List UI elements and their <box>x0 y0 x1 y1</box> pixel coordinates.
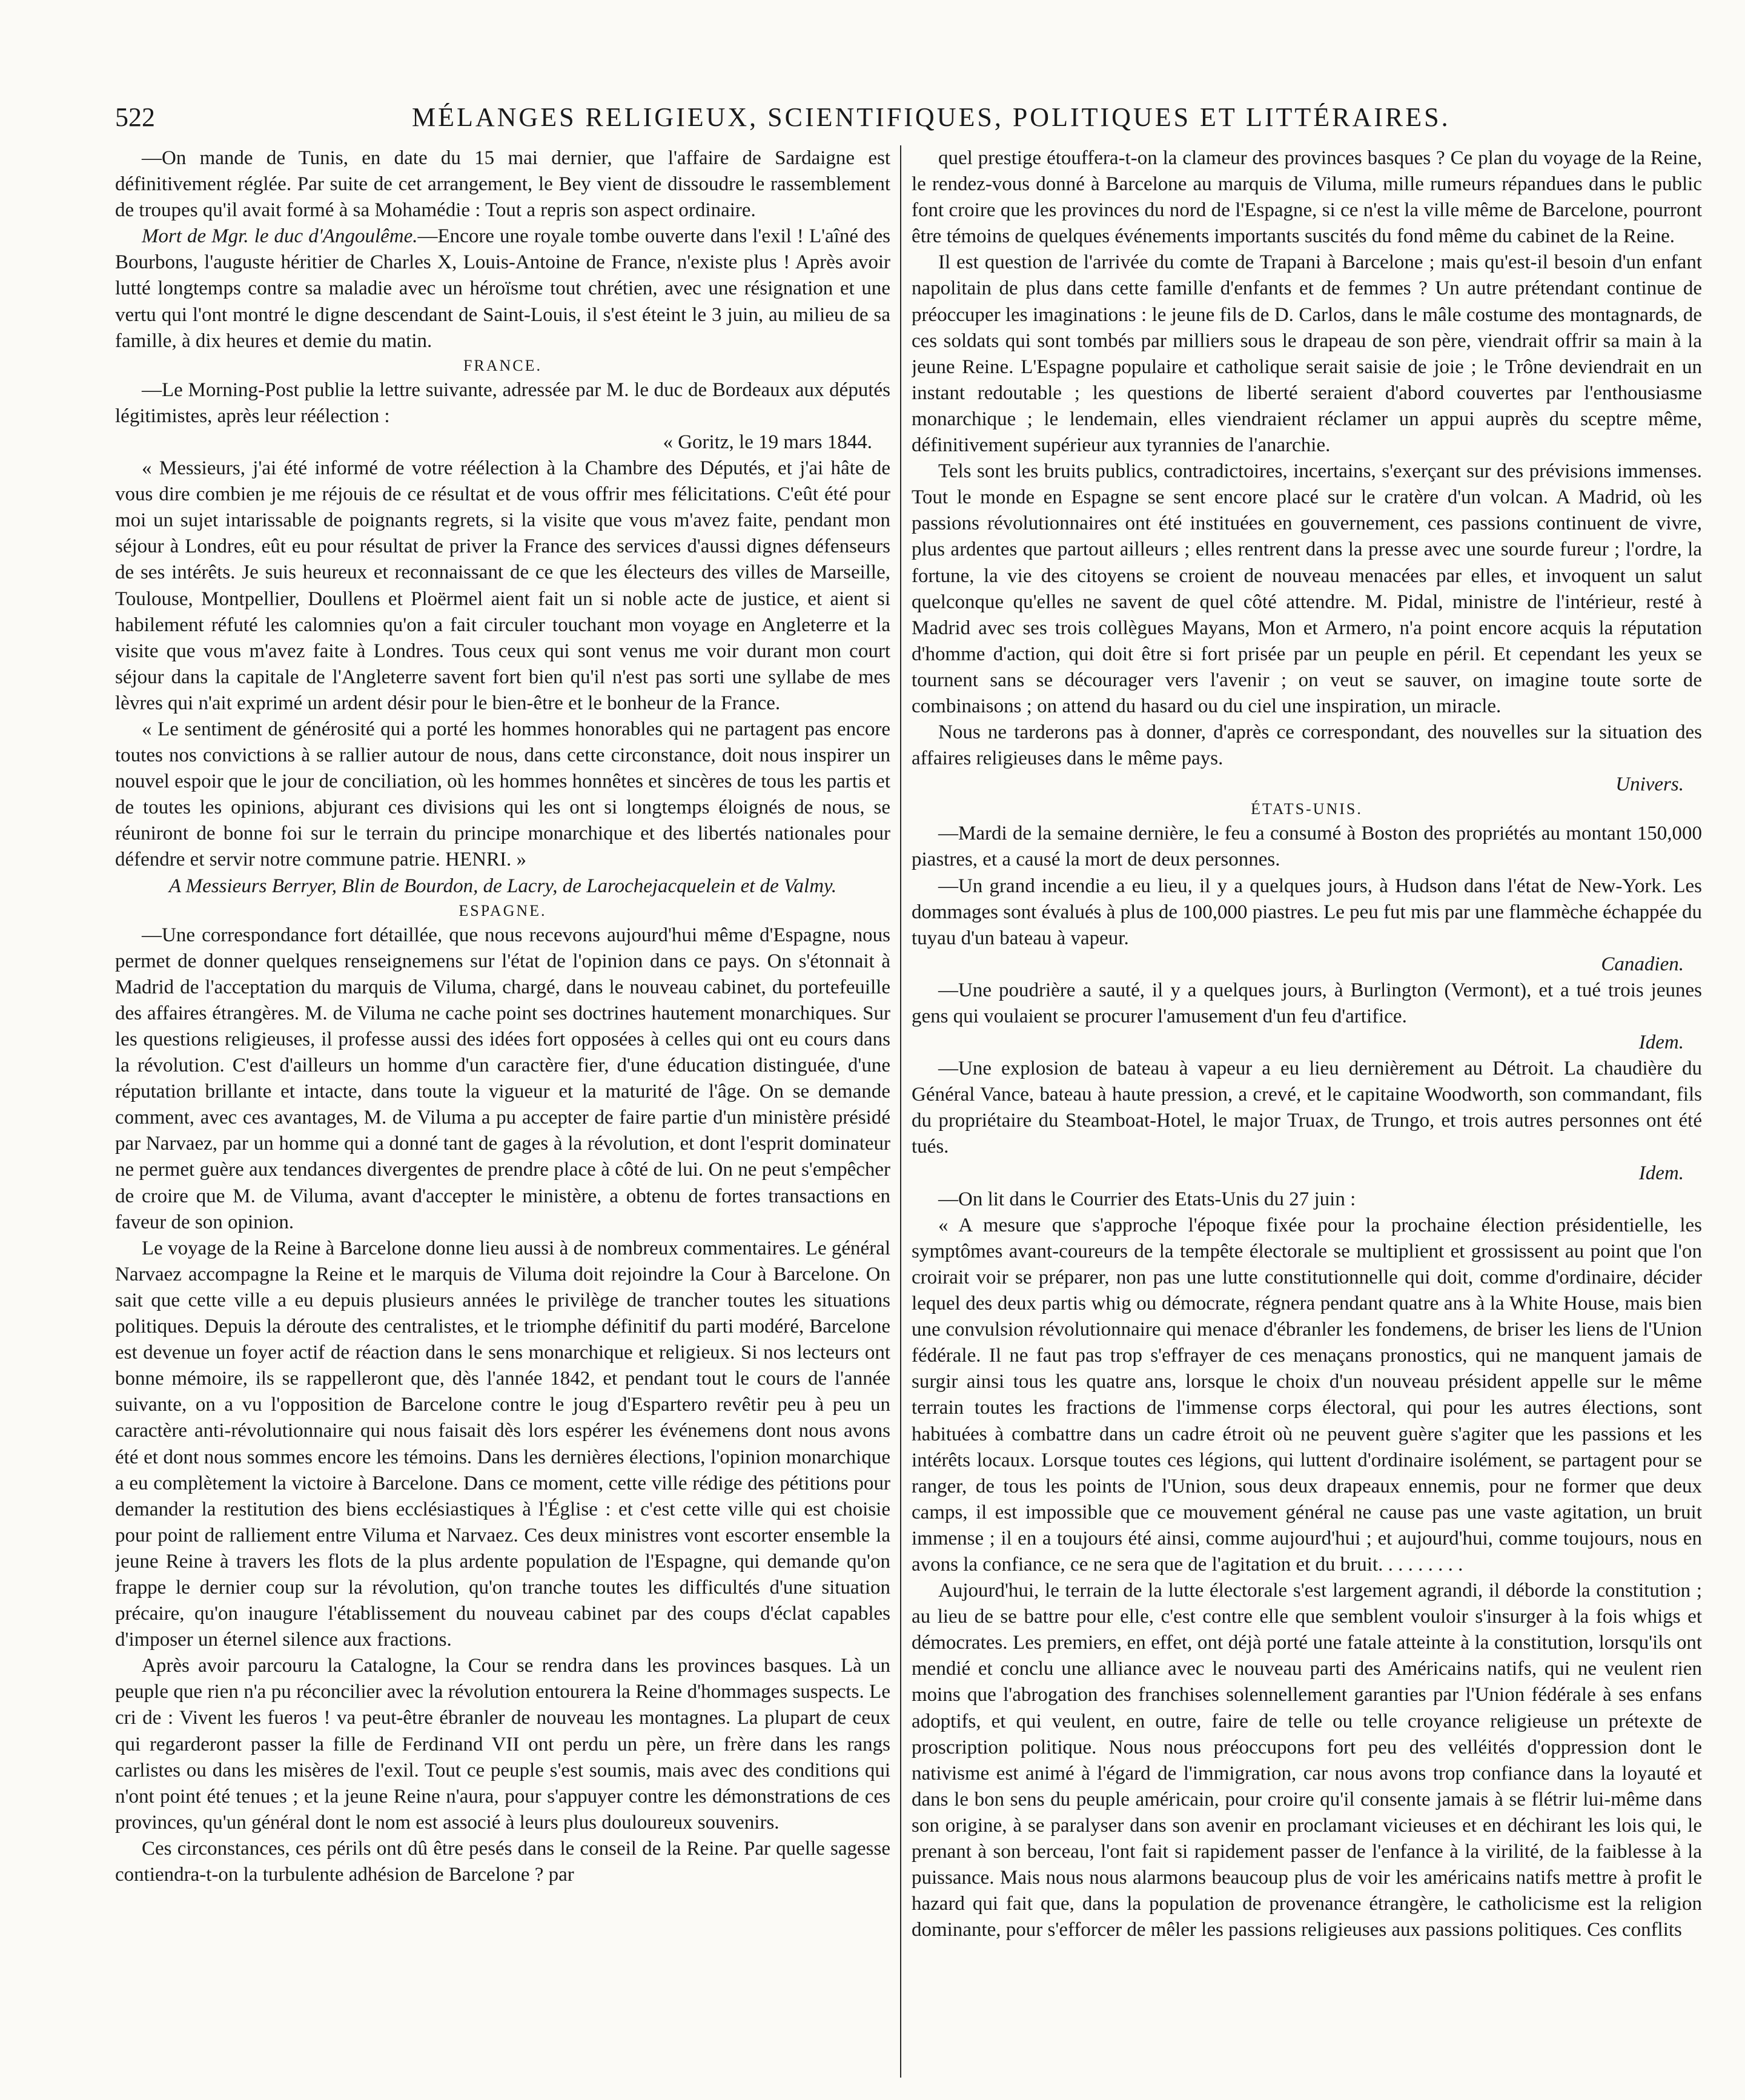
article-courrier: « A mesure que s'approche l'époque fixée pour la prochaine élection présidentielle, les symptômes avant-coureurs de la tempête électorale se multiplient et grossissent au point que l'on croirait voir se préparer, non pas une lutte constitutionnelle qui doit, comme d'ordinaire, décider lequel des deux partis whig ou démocrate, régnera pendant quatre ans à la White House, mais bien une convulsion révolutionnaire qui menace d'ébranler les fondemens, de briser les liens de l'Union fédérale. Il ne faut pas trop s'effrayer de ces menaçans pronostics, qui ne manquent jamais de surgir ainsi tous les quatre ans, lorsque le choix d'un nouveau président appelle sur le même terrain toutes les fractions de l'immense corps électoral, qui pour les autres élections, sont habituées à combattre dans un cadre étroit où ne peuvent guère s'agiter que les passions et les intérêts locaux. Lorsque toutes ces légions, qui luttent d'ordinaire isolément, se partagent pour se ranger, de tous les points de l'Union, sous deux drapeaux ennemis, pour ne former que deux camps, il est impossible que ce mouvement général ne cause pas une vaste agitation, un bruit immense ; il en a toujours été ainsi, comme aujourd'hui ; et aujourd'hui, comme toujours, nous en avons la confiance, ce ne sera que de l'agitation et du bruit. . . . . . . . . <box>912 1214 1702 1575</box>
page-number: 522 <box>115 102 155 132</box>
left-column <box>115 145 890 2078</box>
article-espagne: Après avoir parcouru la Catalogne, la Cour se rendra dans les provinces basques. Là un peuple que rien n'a pu réconcilier avec la révolution entourera la Reine d'hommages suspects. Le cri de : Vivent les fueros ! va peut-être ébranler de nouveau les montagnes. La plupart de ceux qui regarderont passer la fille de Ferdinand VII ont perdu un père, un frère dans les rangs carlistes ou dans les misères de l'exil. Tout ce peuple s'est soumis, mais avec des conditions qui n'ont point été tenues ; et la jeune Reine n'aura, pour s'appuyer contre les démonstrations de ces provinces, qu'un général dont le nom est associé à leurs plus douloureux souvenirs. <box>115 1655 890 1833</box>
source-signature: Idem. <box>1638 1032 1684 1054</box>
article-burlington: —Une poudrière a sauté, il y a quelques jours, à Burlington (Vermont), et a tué trois jeunes gens qui voulaient se procurer l'amusement d'un feu d'artifice. <box>912 979 1702 1027</box>
article-courrier-intro: —On lit dans le Courrier des Etats-Unis du 27 juin : <box>938 1188 1356 1210</box>
letter-dateline: « Goritz, le 19 mars 1844. <box>663 431 872 453</box>
article-angouleme-body: —Encore une royale tombe ouverte dans l'exil ! L'aîné des Bourbons, l'auguste héritier de Charles X, Louis-Antoine de France, n'existe plus ! Après avoir lutté longtemps contre sa maladie avec un héroïsme tout chrétien, avec une résignation et une vertu qui l'ont montré le digne descendant de Saint-Louis, il s'est éteint le 3 juin, au milieu de sa famille, à dix heures et demie du matin. <box>115 225 890 352</box>
right-column <box>912 145 1702 2078</box>
column-divider <box>900 145 901 2078</box>
article-angouleme-title: Mort de Mgr. le duc d'Angoulême. <box>142 225 418 248</box>
section-heading-espagne: ESPAGNE. <box>459 901 547 919</box>
article-espagne-continued: Nous ne tarderons pas à donner, d'après ce correspondant, des nouvelles sur la situation des affaires religieuses dans le même pays. <box>912 721 1702 770</box>
article-detroit: —Une explosion de bateau à vapeur a eu lieu dernièrement au Détroit. La chaudière du Général Vance, bateau à haute pression, a crevé, et le capitaine Woodworth, son commandant, fils du propriétaire du Steamboat-Hotel, le major Truax, de Trungo, et trois autres personnes ont été tués. <box>912 1058 1702 1158</box>
article-hudson-fire: —Un grand incendie a eu lieu, il y a quelques jours, à Hudson dans l'état de New-York. Les dommages sont évalués à plus de 100,000 piastres. Le peu fut mis par une flammèche échappée du tuyau d'un bateau à vapeur. <box>912 875 1702 949</box>
source-signature: Idem. <box>1638 1162 1684 1184</box>
article-espagne: Ces circonstances, ces périls ont dû être pesés dans le conseil de la Reine. Par quelle sagesse contiendra-t-on la turbulente adhésion de Barcelone ? par <box>115 1837 890 1886</box>
article-espagne-continued: Il est question de l'arrivée du comte de Trapani à Barcelone ; mais qu'est-il besoin d'un enfant napolitain de plus dans cette famille d'enfants et de femmes ? Un autre prétendant continue de préoccuper les imaginations : le jeune fils de D. Carlos, dans le mâle costume des montagnards, de ces soldats qui sont tombés par milliers sous le drapeau de son père, viendrait offrir sa main à la jeune Reine. L'Espagne populaire et catholique serait saisie de joie ; le Trône deviendrait en un instant redoutable ; les questions de liberté seraient d'abord couvertes par l'enthousiasme monarchique ; le lendemain, elles viendraient réclamer un appui auprès du sceptre même, définitivement supérieur aux tyrannies de l'anarchie. <box>912 251 1702 457</box>
running-title: MÉLANGES RELIGIEUX, SCIENTIFIQUES, POLITIQUES ET LITTÉRAIRES. <box>412 102 1451 132</box>
article-tunis: —On mande de Tunis, en date du 15 mai dernier, que l'affaire de Sardaigne est définitivement réglée. Par suite de cet arrangement, le Bey vient de dissoudre le rassemblement de troupes qu'il avait formé à sa Mohamédie : Tout a repris son aspect ordinaire. <box>115 147 890 222</box>
article-morning-post: —Le Morning-Post publie la lettre suivante, adressée par M. le duc de Bordeaux aux députés légitimistes, après leur réélection : <box>115 379 890 427</box>
article-espagne: —Une correspondance fort détaillée, que nous recevons aujourd'hui même d'Espagne, nous permet de donner quelques renseignemens sur l'état de l'opinion dans ce pays. On s'étonnait à Madrid de l'acceptation du marquis de Viluma, chargé, dans le nouveau cabinet, du portefeuille des affaires étrangères. M. de Viluma ne cache point ses doctrines hautement monarchiques. Sur les questions religieuses, il professe aussi des idées fort opposées à celles qui ont eu cours dans la révolution. C'est d'ailleurs un homme d'un caractère fier, d'une éducation distinguée, d'une réputation brillante et intacte, dans toute la vigueur et la maturité de l'âge. On se demande comment, avec ces avantages, M. de Viluma a pu accepter de faire partie d'un ministère présidé par Narvaez, par un homme qui a donné tant de gages à la révolution, et dont l'esprit dominateur ne permet guère aux tendances divergentes de prendre place à côté de lui. On ne peut s'empêcher de croire que M. de Viluma, avant d'accepter le ministère, a obtenu de fortes transactions en faveur de son opinion. <box>115 924 890 1233</box>
article-espagne: Le voyage de la Reine à Barcelone donne lieu aussi à de nombreux commentaires. Le général Narvaez accompagne la Reine et le marquis de Viluma doit rejoindre la Cour à Barcelone. On sait que cette ville a eu depuis plusieurs années le privilège de trancher toutes les situations politiques. Depuis la déroute des centralistes, et le triomphe définitif du parti modéré, Barcelone est devenue un foyer actif de réaction dans le sens monarchique et religieux. Si nos lecteurs ont bonne mémoire, ils se rappelleront que, dès l'année 1842, et pendant tout le cours de l'année suivante, on a vu l'opposition de Barcelone contre le joug d'Espartero revêtir peu à peu un caractère anti-révolutionnaire qui nous faisait dès lors espérer les événemens dont nous avons été et dont nous sommes encore les témoins. Dans les dernières élections, l'opinion monarchique a eu complètement la victoire à Barcelone. Dans ce moment, cette ville rédige des pétitions pour demander la restitution des biens ecclésiastiques à l'Église : et c'est cette ville qui est choisie pour point de ralliement entre Viluma et Narvaez. Ces deux ministres vont escorter ensemble la jeune Reine à travers les flots de la plus ardente population de l'Espagne, qui demande qu'on frappe le dernier coup sur la révolution, qu'on tranche toutes les difficultés d'une situation précaire, qu'on inaugure l'établissement du nouveau cabinet par des coups d'éclat capables d'imposer un éternel silence aux fractions. <box>115 1237 890 1651</box>
section-heading-etats-unis: ÉTATS-UNIS. <box>1251 800 1363 818</box>
article-angouleme <box>115 224 890 354</box>
page-header <box>115 102 1629 138</box>
article-boston-fire: —Mardi de la semaine dernière, le feu a consumé à Boston des propriétés au montant 150,000 piastres, et a causé la mort de deux personnes. <box>912 823 1702 871</box>
article-espagne-continued: quel prestige étouffera-t-on la clameur des provinces basques ? Ce plan du voyage de la Reine, le rendez-vous donné à Barcelone au marquis de Viluma, mille rumeurs répandues dans le public font croire que les provinces du nord de l'Espagne, si ce n'est la ville même de Barcelone, pourront être témoins de quelques événements importants suscités du fond même du cabinet de la Reine. <box>912 147 1702 248</box>
letter-paragraph: « Messieurs, j'ai été informé de votre réélection à la Chambre des Députés, et j'ai hâte de vous dire combien je me réjouis de ce résultat et de vous offrir mes félicitations. C'eût été pour moi un sujet intarissable de poignants regrets, si la visite que vous m'avez faite, pendant mon séjour à Londres, eût eu pour résultat de priver la France des services d'aussi dignes défenseurs de ses intérêts. Je suis heureux et reconnaissant de ce que les électeurs des villes de Marseille, Toulouse, Montpellier, Doullens et Ploërmel aient fait un si noble acte de justice, et aient si habilement réfuté les calomnies qu'on a fait circuler touchant mon voyage en Angleterre et la visite que vous m'avez faite à Londres. Tous ceux qui sont venus me voir durant mon court séjour dans la capitale de l'Angleterre savent fort bien qu'il n'est pas sorti une syllabe de mes lèvres qui n'ait exprimé un ardent désir pour le bien-être et le bonheur de la France. <box>115 457 890 714</box>
article-espagne-continued: Tels sont les bruits publics, contradictoires, incertains, s'exerçant sur des prévisions immenses. Tout le monde en Espagne se sent encore placé sur le cratère d'un volcan. A Madrid, où les passions révolutionnaires ont été instituées en gouvernement, ces passions continuent de vivre, plus ardentes que partout ailleurs ; elles rentrent dans la presse avec une sourde fureur ; l'ordre, la fortune, la vie des citoyens se croient de nouveau menacées par elles, et invoquent un salut quelconque qu'elles ne savent de quel côté attendre. M. Pidal, ministre de l'intérieur, resté à Madrid avec ses trois collègues Mayans, Mon et Armero, n'a point encore acquis la réputation d'homme d'action, qui doit être si fort prisée par un peuple en péril. Et cependant les yeux se tournent sans se décourager vers l'avenir ; on veut se sauver, on imagine toute sorte de combinaisons ; on attend du hasard ou du ciel une inspiration, un miracle. <box>912 460 1702 717</box>
article-courrier: Aujourd'hui, le terrain de la lutte électorale s'est largement agrandi, il déborde la constitution ; au lieu de se battre pour elle, c'est contre elle que semblent vouloir s'insurger à la fois whigs et démocrates. Les premiers, en effet, ont déjà porté une fatale atteinte à la constitution, lorsqu'ils ont mendié et conclu une alliance avec le nouveau parti des Américains natifs, qui ne veulent rien moins que l'abrogation des franchises solennellement garanties par l'Union fédérale à ses enfans adoptifs, et qui veulent, en outre, faire de telle ou telle croyance religieuse un prétexte de proscription politique. Nous nous préoccupons fort peu des velléités d'oppression dont le nativisme est animé à l'égard de l'immigration, car nous avons trop confiance dans la loyauté et dans le bon sens du peuple américain, pour croire qu'il consente jamais à se flétrir lui-même dans son origine, à se paralyser dans son avenir en proclamant vicieuses et en déchirant les lois qui, le prenant à son berceau, l'ont fait si rapidement passer de l'enfance à la virilité, de la faiblesse à la puissance. Mais nous nous alarmons beaucoup plus de voir les américains natifs mettre à profit le hazard qui fait que, dans la population de provenance étrangère, le catholicisme est la religion dominante, pour s'efforcer de mêler les passions religieuses aux passions politiques. Ces conflits <box>912 1580 1702 1941</box>
source-signature: Canadien. <box>1601 953 1684 975</box>
section-heading-france: FRANCE. <box>463 356 543 374</box>
letter-paragraph: « Le sentiment de générosité qui a porté les hommes honorables qui ne partagent pas encore toutes nos convictions à se rallier autour de nous, dans cette circonstance, doit nous inspirer un nouvel espoir que le jour de conciliation, où les hommes honnêtes et sincères de tous les partis et de toutes les opinions, abjurant ces divisions qui les ont si longtemps éloignés de nous, se réuniront de bonne foi sur le terrain du principe monarchique et des libertés nationales pour défendre et servir notre commune patrie. HENRI. » <box>115 718 890 871</box>
source-signature: Univers. <box>1615 773 1684 796</box>
letter-addressee: A Messieurs Berryer, Blin de Bourdon, de Lacry, de Larochejacquelein et de Valmy. <box>168 875 837 897</box>
